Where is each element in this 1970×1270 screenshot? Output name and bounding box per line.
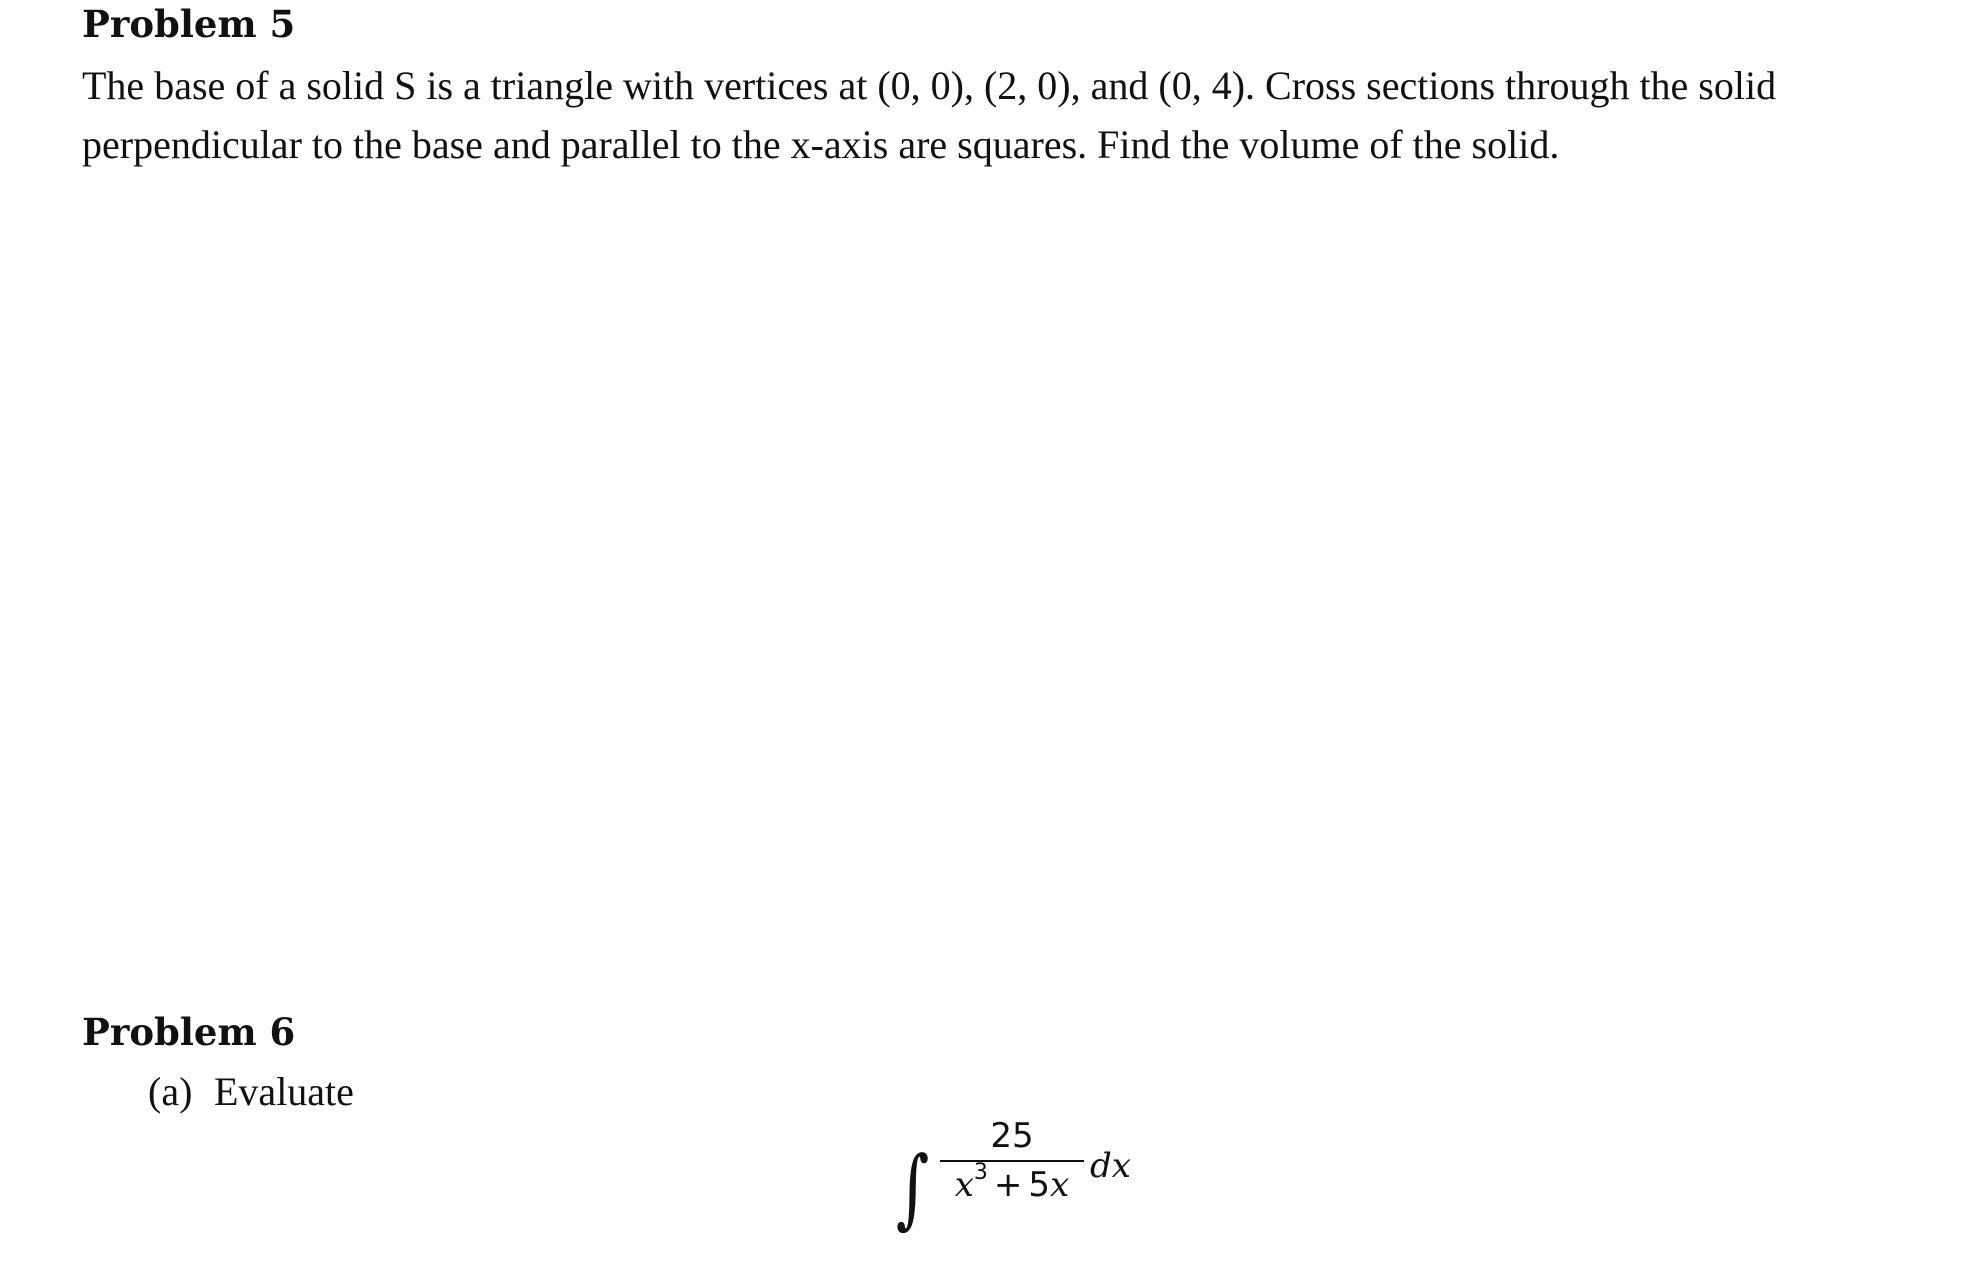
denominator-exponent: 3 bbox=[973, 1160, 988, 1185]
problem-6-heading: Problem 6 bbox=[82, 1010, 296, 1054]
denominator-coefficient: 5 bbox=[1028, 1165, 1051, 1205]
integrand-fraction bbox=[940, 1114, 1084, 1208]
part-a-instruction: Evaluate bbox=[214, 1069, 354, 1114]
fraction-numerator: 25 bbox=[990, 1116, 1034, 1156]
part-a-label: (a) bbox=[148, 1069, 193, 1114]
denominator-variable: x bbox=[954, 1165, 974, 1205]
problem-6-part-a bbox=[148, 1068, 354, 1116]
integral-differential: dx bbox=[1090, 1146, 1131, 1186]
denominator-plus: + bbox=[993, 1165, 1023, 1205]
problem-5-heading: Problem 5 bbox=[82, 2, 296, 46]
denominator-variable-2: x bbox=[1050, 1165, 1070, 1205]
integral-sign: ∫ bbox=[896, 1139, 930, 1239]
problem-5-statement: The base of a solid S is a triangle with vertices at (0, 0), (2, 0), and (0, 4). Cross sections through the solid perpendicular to the base and parallel to the x-axis are squares. Find the volume of the solid. bbox=[82, 63, 1777, 167]
integral-expression bbox=[896, 1114, 1156, 1239]
fraction-denominator bbox=[940, 1162, 1084, 1208]
